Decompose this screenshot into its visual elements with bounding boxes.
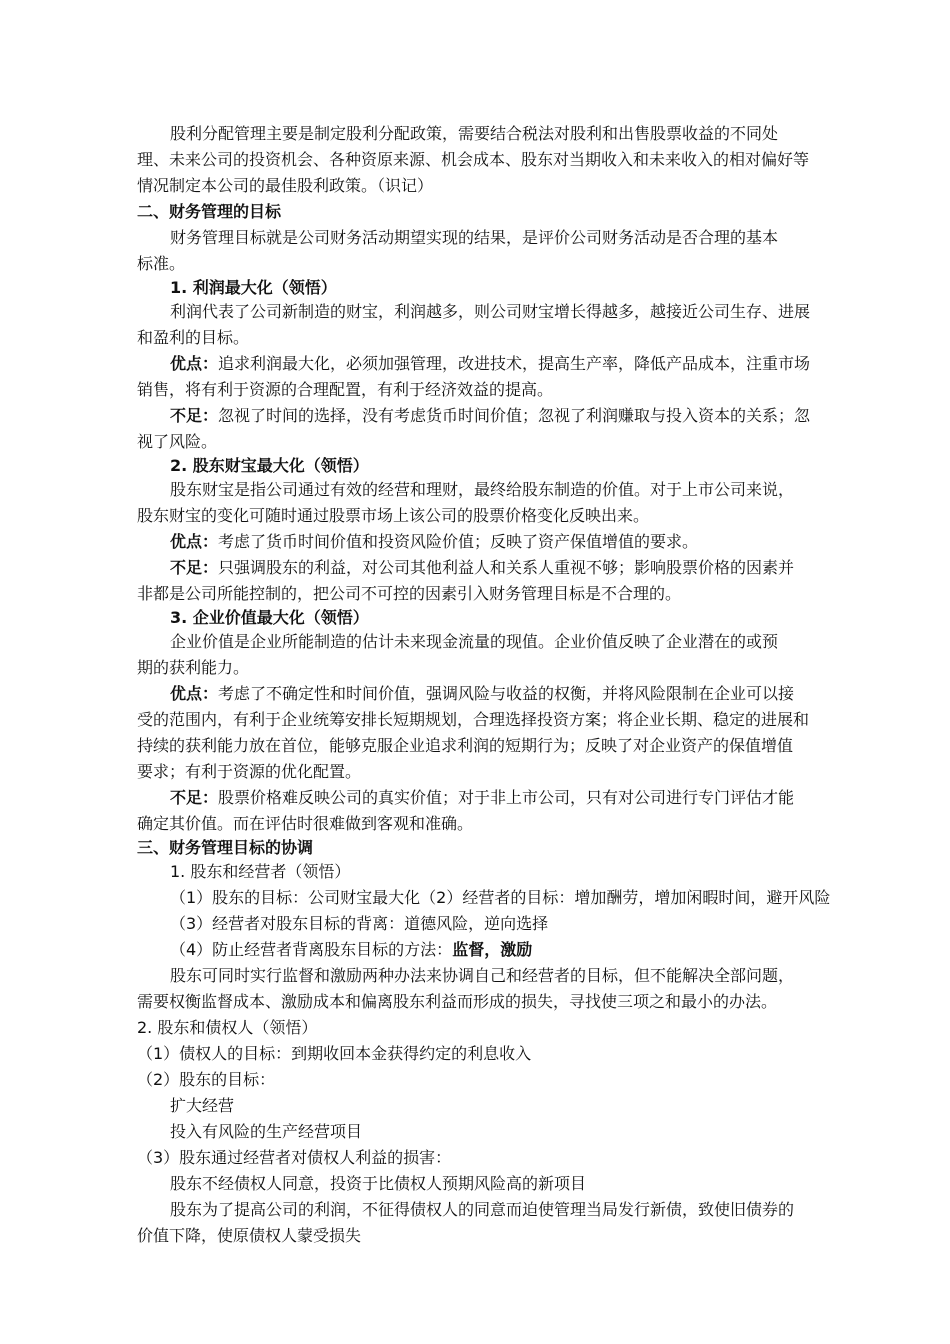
pros-text: 追求利润最大化，必须加强管理，改进技术，提高生产率，降低产品成本，注重市场 xyxy=(218,354,811,373)
cons-line xyxy=(170,788,794,808)
pros-line xyxy=(170,532,698,552)
cons-label: 不足： xyxy=(170,406,219,425)
cons-line xyxy=(170,406,810,426)
paragraph-line: 股东财宝是指公司通过有效的经营和理财，最终给股东制造的价值。对于上市公司来说， xyxy=(170,480,795,499)
list-item xyxy=(170,940,532,960)
emphasis-text: 监督，激励 xyxy=(452,940,533,959)
list-item: （3）股东通过经营者对债权人利益的损害： xyxy=(137,1148,452,1167)
paragraph-line: 利润代表了公司新制造的财宝，利润越多，则公司财宝增长得越多，越接近公司生存、进展 xyxy=(170,302,811,321)
section-heading: 三、财务管理目标的协调 xyxy=(137,838,314,857)
paragraph-line: 确定其价值。而在评估时很难做到客观和准确。 xyxy=(137,814,474,833)
cons-text: 忽视了时间的选择，没有考虑货币时间价值；忽视了利润赚取与投入资本的关系；忽 xyxy=(218,406,811,425)
paragraph-line: 视了风险。 xyxy=(137,432,218,451)
paragraph-line: 标准。 xyxy=(137,254,186,273)
paragraph-line: 股东为了提高公司的利润，不征得债权人的同意而迫使管理当局发行新债，致使旧债券的 xyxy=(170,1200,795,1219)
cons-label: 不足： xyxy=(170,788,219,807)
paragraph-line: 价值下降，使原债权人蒙受损失 xyxy=(137,1226,362,1245)
pros-text: 考虑了不确定性和时间价值，强调风险与收益的权衡，并将风险限制在企业可以接 xyxy=(218,684,795,703)
cons-text: 只强调股东的利益，对公司其他利益人和关系人重视不够；影响股票价格的因素并 xyxy=(218,558,795,577)
subsection-heading: 2. 股东和债权人（领悟） xyxy=(137,1018,318,1037)
pros-label: 优点： xyxy=(170,532,219,551)
subsection-heading: 1. 股东和经营者（领悟） xyxy=(170,862,351,881)
paragraph-line: 需要权衡监督成本、激励成本和偏离股东利益而形成的损失，寻找使三项之和最小的办法。 xyxy=(137,992,778,1011)
list-item: （3）经营者对股东目标的背离：道德风险，逆向选择 xyxy=(170,914,549,933)
paragraph-line: 财务管理目标就是公司财务活动期望实现的结果，是评价公司财务活动是否合理的基本 xyxy=(170,228,779,247)
paragraph-line: 非都是公司所能控制的，把公司不可控的因素引入财务管理目标是不合理的。 xyxy=(137,584,682,603)
paragraph-line: 情况制定本公司的最佳股利政策。（识记） xyxy=(137,176,434,195)
list-item: 投入有风险的生产经营项目 xyxy=(170,1122,363,1141)
pros-line xyxy=(170,354,810,374)
list-item: 扩大经营 xyxy=(170,1096,235,1115)
list-item-text: （4）防止经营者背离股东目标的方法： xyxy=(170,940,453,959)
paragraph-line: 受的范围内，有利于企业统筹安排长短期规划，合理选择投资方案；将企业长期、稳定的进展和 xyxy=(137,710,810,729)
section-heading: 二、财务管理的目标 xyxy=(137,202,282,221)
paragraph-line: 和盈利的目标。 xyxy=(137,328,250,347)
list-item: （1）股东的目标：公司财宝最大化（2）经营者的目标：增加酬劳，增加闲暇时间，避开风险 xyxy=(170,888,831,907)
subsection-heading: 3. 企业价值最大化（领悟） xyxy=(170,608,369,627)
pros-label: 优点： xyxy=(170,354,219,373)
list-item: （1）债权人的目标：到期收回本金获得约定的利息收入 xyxy=(137,1044,532,1063)
cons-line xyxy=(170,558,794,578)
paragraph-line: 期的获利能力。 xyxy=(137,658,250,677)
paragraph-line: 持续的获利能力放在首位，能够克服企业追求利润的短期行为；反映了对企业资产的保值增值 xyxy=(137,736,794,755)
cons-text: 股票价格难反映公司的真实价值；对于非上市公司，只有对公司进行专门评估才能 xyxy=(218,788,795,807)
subsection-heading: 1. 利润最大化（领悟） xyxy=(170,278,337,297)
paragraph-line: 要求；有利于资源的优化配置。 xyxy=(137,762,362,781)
paragraph-line: 销售，将有利于资源的合理配置，有利于经济效益的提高。 xyxy=(137,380,554,399)
paragraph-line: 企业价值是企业所能制造的估计未来现金流量的现值。企业价值反映了企业潜在的或预 xyxy=(170,632,779,651)
pros-label: 优点： xyxy=(170,684,219,703)
pros-line xyxy=(170,684,794,704)
paragraph-line: 股利分配管理主要是制定股利分配政策，需要结合税法对股利和出售股票收益的不同处 xyxy=(170,124,779,143)
cons-label: 不足： xyxy=(170,558,219,577)
pros-text: 考虑了货币时间价值和投资风险价值；反映了资产保值增值的要求。 xyxy=(218,532,699,551)
list-item: （2）股东的目标： xyxy=(137,1070,276,1089)
subsection-heading: 2. 股东财宝最大化（领悟） xyxy=(170,456,369,475)
list-item: 股东不经债权人同意，投资于比债权人预期风险高的新项目 xyxy=(170,1174,587,1193)
paragraph-line: 股东可同时实行监督和激励两种办法来协调自己和经营者的目标，但不能解决全部问题， xyxy=(170,966,795,985)
paragraph-line: 理、未来公司的投资机会、各种资原来源、机会成本、股东对当期收入和未来收入的相对偏好等 xyxy=(137,150,810,169)
paragraph-line: 股东财宝的变化可随时通过股票市场上该公司的股票价格变化反映出来。 xyxy=(137,506,650,525)
